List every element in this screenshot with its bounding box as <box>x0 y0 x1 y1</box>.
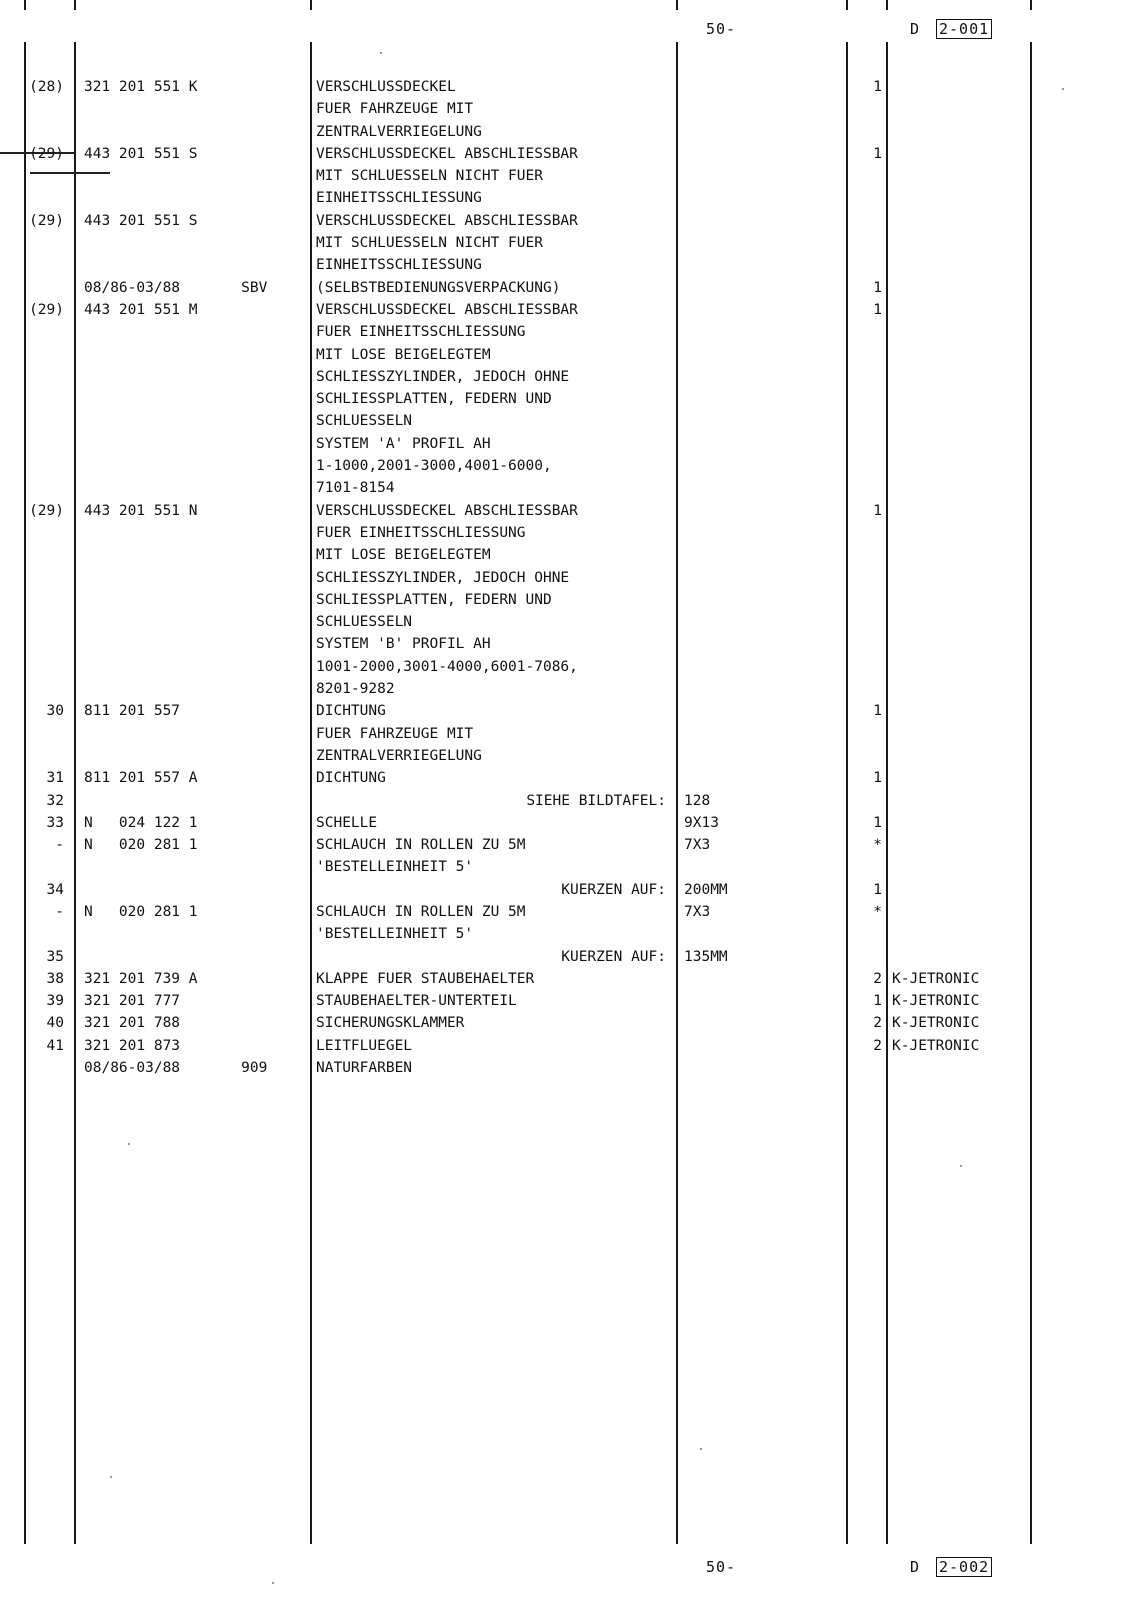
scan-speck <box>110 1476 112 1478</box>
table-row <box>0 299 1126 321</box>
part-description: 7101-8154 <box>316 480 395 497</box>
part-number: N 020 281 1 <box>84 903 198 920</box>
quantity: * <box>873 903 882 920</box>
part-description: 1001-2000,3001-4000,6001-7086, <box>316 658 578 675</box>
part-description: DICHTUNG <box>316 770 386 787</box>
part-description: FUER FAHRZEUGE MIT <box>316 725 474 742</box>
table-row <box>0 388 1126 410</box>
part-number: N 024 122 1 <box>84 814 198 831</box>
quantity: 1 <box>873 145 882 162</box>
table-row <box>0 1012 1126 1034</box>
part-number: 08/86-03/88 SBV <box>84 279 268 296</box>
part-number: 08/86-03/88 909 <box>84 1060 268 1077</box>
table-row <box>0 76 1126 98</box>
position-number: 38 <box>46 970 64 987</box>
part-description: SICHERUNGSKLAMMER <box>316 1015 465 1032</box>
quantity: 1 <box>873 79 882 95</box>
part-description: FUER FAHRZEUGE MIT <box>316 101 474 118</box>
table-row <box>0 611 1126 633</box>
table-row <box>0 187 1126 209</box>
part-description: SCHLUESSELN <box>316 413 413 430</box>
table-row <box>0 143 1126 165</box>
part-description: 1-1000,2001-3000,4001-6000, <box>316 458 552 475</box>
scan-speck <box>380 52 382 54</box>
header-page-code <box>936 20 992 38</box>
position-number: (29) <box>29 502 64 519</box>
model-note: K-JETRONIC <box>892 970 980 987</box>
part-description: KUERZEN AUF: <box>561 948 666 965</box>
part-description: SCHLIESSPLATTEN, FEDERN UND <box>316 591 552 608</box>
parts-table <box>0 76 1126 1079</box>
part-description: STAUBEHAELTER-UNTERTEIL <box>316 993 517 1010</box>
table-row <box>0 767 1126 789</box>
model-note: K-JETRONIC <box>892 993 980 1010</box>
part-description: VERSCHLUSSDECKEL ABSCHLIESSBAR <box>316 301 578 318</box>
part-description: NATURFARBEN <box>316 1060 413 1077</box>
part-spec: 135MM <box>684 948 728 965</box>
position-number: 39 <box>46 993 64 1010</box>
part-description: VERSCHLUSSDECKEL ABSCHLIESSBAR <box>316 212 578 229</box>
position-number: - <box>55 837 64 854</box>
quantity: 1 <box>873 279 882 296</box>
position-number: (29) <box>29 212 64 229</box>
position-number: 35 <box>46 948 64 965</box>
table-row <box>0 633 1126 655</box>
part-description: SIEHE BILDTAFEL: <box>526 792 666 809</box>
part-description: SCHLUESSELN <box>316 614 413 631</box>
part-description: VERSCHLUSSDECKEL ABSCHLIESSBAR <box>316 502 578 519</box>
part-spec: 7X3 <box>684 903 711 920</box>
part-description: ZENTRALVERRIEGELUNG <box>316 123 482 140</box>
top-tick <box>1030 0 1032 10</box>
table-row <box>0 1035 1126 1057</box>
part-description: FUER EINHEITSSCHLIESSUNG <box>316 524 526 541</box>
part-description: MIT SCHLUESSELN NICHT FUER <box>316 235 543 252</box>
table-row <box>0 745 1126 767</box>
part-number: 321 201 739 A <box>84 970 198 987</box>
table-row <box>0 232 1126 254</box>
part-description: SCHLIESSZYLINDER, JEDOCH OHNE <box>316 569 570 586</box>
table-row <box>0 254 1126 276</box>
scan-speck <box>272 1582 274 1584</box>
part-description: SYSTEM 'B' PROFIL AH <box>316 636 491 653</box>
part-number: 321 201 777 <box>84 993 181 1010</box>
table-row <box>0 1057 1126 1079</box>
scan-speck <box>700 1448 702 1450</box>
part-number: 811 201 557 <box>84 703 181 720</box>
table-row <box>0 165 1126 187</box>
quantity: 1 <box>873 301 882 318</box>
table-row <box>0 856 1126 878</box>
header-page-code-box: 2-001 <box>936 19 992 39</box>
table-row <box>0 812 1126 834</box>
top-tick <box>846 0 848 10</box>
table-row <box>0 589 1126 611</box>
table-row <box>0 567 1126 589</box>
position-number: (28) <box>29 79 64 95</box>
footer-group: D <box>910 1558 921 1576</box>
top-tick <box>24 0 26 10</box>
part-description: LEITFLUEGEL <box>316 1037 413 1054</box>
table-row <box>0 901 1126 923</box>
header-group: D <box>910 20 921 38</box>
part-description: VERSCHLUSSDECKEL ABSCHLIESSBAR <box>316 145 578 162</box>
position-number: 30 <box>46 703 64 720</box>
part-description: SCHLIESSZYLINDER, JEDOCH OHNE <box>316 368 570 385</box>
table-row <box>0 433 1126 455</box>
quantity: * <box>873 837 882 854</box>
position-number: (29) <box>29 301 64 318</box>
part-number: 321 201 551 K <box>84 79 198 95</box>
table-row <box>0 834 1126 856</box>
quantity: 1 <box>873 814 882 831</box>
table-row <box>0 366 1126 388</box>
part-description: 'BESTELLEINHEIT 5' <box>316 926 474 943</box>
position-number: - <box>55 903 64 920</box>
top-tick <box>74 0 76 10</box>
part-number: 443 201 551 M <box>84 301 198 318</box>
table-row <box>0 544 1126 566</box>
part-number: 443 201 551 N <box>84 502 198 519</box>
top-tick <box>886 0 888 10</box>
position-number: 32 <box>46 792 64 809</box>
table-row <box>0 410 1126 432</box>
position-number: 40 <box>46 1015 64 1032</box>
table-row <box>0 879 1126 901</box>
quantity: 2 <box>873 1037 882 1054</box>
part-number: 443 201 551 S <box>84 145 198 162</box>
table-row <box>0 210 1126 232</box>
table-row <box>0 321 1126 343</box>
table-row <box>0 923 1126 945</box>
quantity: 1 <box>873 770 882 787</box>
table-row <box>0 121 1126 143</box>
part-description: MIT LOSE BEIGELEGTEM <box>316 346 491 363</box>
part-description: (SELBSTBEDIENUNGSVERPACKUNG) <box>316 279 561 296</box>
footer-page-prefix: 50- <box>706 1558 737 1576</box>
part-description: SCHLIESSPLATTEN, FEDERN UND <box>316 391 552 408</box>
part-number: 321 201 873 <box>84 1037 181 1054</box>
scan-speck <box>1062 88 1064 90</box>
table-row <box>0 98 1126 120</box>
position-number: 34 <box>46 881 64 898</box>
model-note: K-JETRONIC <box>892 1015 980 1032</box>
part-description: EINHEITSSCHLIESSUNG <box>316 257 482 274</box>
table-row <box>0 968 1126 990</box>
table-row <box>0 522 1126 544</box>
part-spec: 128 <box>684 792 711 809</box>
footer-page-code <box>936 1558 992 1576</box>
part-number: 321 201 788 <box>84 1015 181 1032</box>
position-number: (29) <box>29 145 64 162</box>
quantity: 1 <box>873 881 882 898</box>
position-number: 31 <box>46 770 64 787</box>
table-row <box>0 500 1126 522</box>
part-description: SCHELLE <box>316 814 378 831</box>
table-row <box>0 477 1126 499</box>
position-number: 33 <box>46 814 64 831</box>
part-description: MIT SCHLUESSELN NICHT FUER <box>316 168 543 185</box>
scan-speck <box>128 1143 130 1145</box>
part-number: 443 201 551 S <box>84 212 198 229</box>
quantity: 2 <box>873 970 882 987</box>
top-tick <box>310 0 312 10</box>
table-row <box>0 455 1126 477</box>
part-description: FUER EINHEITSSCHLIESSUNG <box>316 324 526 341</box>
part-spec: 7X3 <box>684 837 711 854</box>
part-description: VERSCHLUSSDECKEL <box>316 79 456 95</box>
table-row <box>0 790 1126 812</box>
scan-speck <box>960 1165 962 1167</box>
header-page-prefix: 50- <box>706 20 737 38</box>
table-row <box>0 277 1126 299</box>
part-number: 811 201 557 A <box>84 770 198 787</box>
top-tick <box>676 0 678 10</box>
part-spec: 200MM <box>684 881 728 898</box>
part-description: SCHLAUCH IN ROLLEN ZU 5M <box>316 837 526 854</box>
quantity: 1 <box>873 993 882 1010</box>
part-description: SCHLAUCH IN ROLLEN ZU 5M <box>316 903 526 920</box>
part-description: KLAPPE FUER STAUBEHAELTER <box>316 970 535 987</box>
part-description: 8201-9282 <box>316 681 395 698</box>
table-row <box>0 700 1126 722</box>
part-description: EINHEITSSCHLIESSUNG <box>316 190 482 207</box>
part-description: KUERZEN AUF: <box>561 881 666 898</box>
table-row <box>0 344 1126 366</box>
table-row <box>0 723 1126 745</box>
table-row <box>0 990 1126 1012</box>
part-description: ZENTRALVERRIEGELUNG <box>316 747 482 764</box>
table-row <box>0 946 1126 968</box>
part-description: MIT LOSE BEIGELEGTEM <box>316 547 491 564</box>
footer-page-code-box: 2-002 <box>936 1557 992 1577</box>
part-spec: 9X13 <box>684 814 719 831</box>
quantity: 2 <box>873 1015 882 1032</box>
quantity: 1 <box>873 703 882 720</box>
part-description: DICHTUNG <box>316 703 386 720</box>
quantity: 1 <box>873 502 882 519</box>
model-note: K-JETRONIC <box>892 1037 980 1054</box>
table-row <box>0 656 1126 678</box>
table-row <box>0 678 1126 700</box>
part-description: 'BESTELLEINHEIT 5' <box>316 859 474 876</box>
position-number: 41 <box>46 1037 64 1054</box>
part-description: SYSTEM 'A' PROFIL AH <box>316 435 491 452</box>
part-number: N 020 281 1 <box>84 837 198 854</box>
